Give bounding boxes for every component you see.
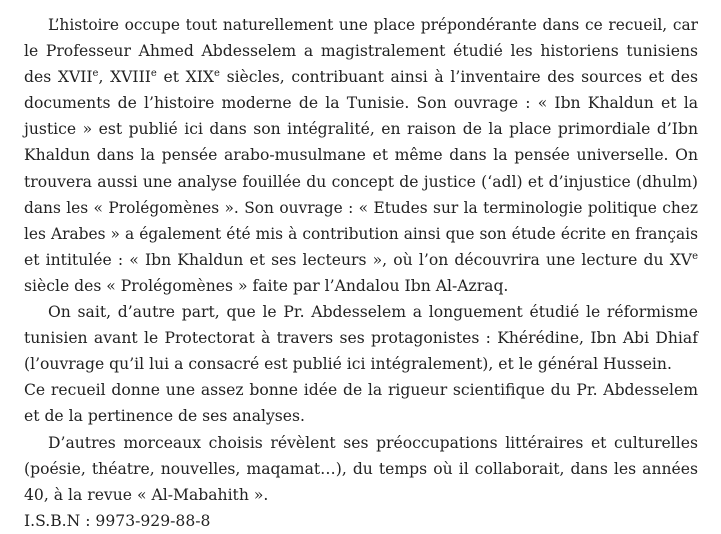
text-segment: des XVII: [24, 68, 93, 87]
text-line: D’autres morceaux choisis révèlent ses préoccupations littéraires et culturelles: [48, 433, 698, 452]
text-line: Khaldun dans la pensée arabo-musulmane et même dans la pensée universelle. On: [24, 146, 698, 165]
text-line: justice » est publié ici dans son intégralité, en raison de la place primordiale d’Ibn: [24, 120, 698, 139]
text-line: les Arabes » a également été mis à contribution ainsi que son étude écrite en français: [24, 224, 698, 243]
document-page: [24, 12, 698, 534]
text-line: (l’ouvrage qu’il lui a consacré est publié ici intégralement), et le général Hussein.: [24, 355, 672, 374]
superscript: e: [92, 68, 99, 80]
paragraph-literature: [24, 430, 698, 508]
text-segment: et intitulée : « Ibn Khaldun et ses lecteurs », où l’on découvrira une lecture du XV: [24, 250, 693, 269]
text-line: On sait, d’autre part, que le Pr. Abdesselem a longuement étudié le réformisme: [48, 303, 698, 322]
text-line-xv-century: [24, 247, 698, 273]
superscript: e: [214, 68, 220, 80]
text-line: L’histoire occupe tout naturellement une place prépondérante dans ce recueil, car: [48, 16, 698, 34]
paragraph-history: [24, 12, 698, 299]
text-line: (poésie, théatre, nouvelles, maqamat…), du temps où il collaborait, dans les années: [24, 459, 698, 478]
text-line: dans les « Prolégomènes ». Son ouvrage : « Etudes sur la terminologie politique chez: [24, 198, 698, 217]
text-segment: et XIX: [156, 68, 214, 87]
text-line-centuries: [24, 64, 698, 90]
text-line: siècle des « Prolégomènes » faite par l’Andalou Ibn Al-Azraq.: [24, 276, 509, 295]
text-segment: siècles, contribuant ainsi à l’inventaire des sources et des: [219, 68, 699, 87]
text-line: documents de l’histoire moderne de la Tunisie. Son ouvrage : « Ibn Khaldun et la: [24, 94, 698, 113]
isbn-line: I.S.B.N : 9973-929-88-8: [24, 511, 211, 530]
superscript: e: [692, 250, 698, 262]
text-line: trouvera aussi une analyse fouillée du concept de justice (‘adl) et d’injustice (dhulm): [24, 172, 698, 191]
text-line: le Professeur Ahmed Abdesselem a magistralement étudié les historiens tunisiens: [24, 42, 698, 61]
text-segment: , XVIII: [98, 68, 151, 87]
paragraph-reformism: [24, 299, 698, 429]
text-line: 40, à la revue « Al-Mabahith ».: [24, 485, 269, 504]
text-line: et de la pertinence de ses analyses.: [24, 407, 305, 426]
superscript: e: [150, 68, 157, 80]
text-line: tunisien avant le Protectorat à travers ses protagonistes : Khérédine, Ibn Abi Dhiaf: [24, 329, 698, 348]
text-line: Ce recueil donne une assez bonne idée de la rigueur scientifique du Pr. Abdesselem: [24, 381, 698, 400]
